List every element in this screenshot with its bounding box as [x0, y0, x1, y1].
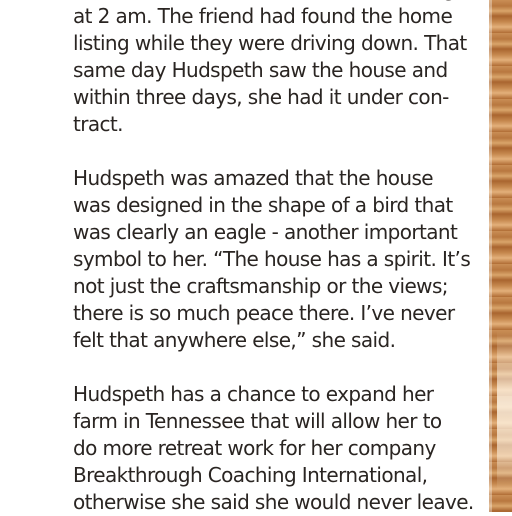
text-line: Hudspeth has a chance to expand her [73, 382, 434, 406]
text-line: do more retreat work for her company [73, 436, 436, 460]
text-line: otherwise she said she would never leave. [73, 490, 474, 514]
paragraph-spacer [73, 138, 465, 165]
paragraph-spacer [73, 354, 465, 381]
paragraph-1 [73, 0, 465, 138]
text-line: listing while they were driving down. That [73, 31, 467, 55]
text-line: Breakthrough Coaching International, [73, 463, 428, 487]
text-line: symbol to her. “The house has a spirit. It’s [73, 247, 471, 271]
text-line: was clearly an eagle - another important [73, 220, 458, 244]
article-body [73, 0, 474, 516]
photo-light-glare [497, 330, 512, 490]
text-line: at 2 am. The friend had found the home [73, 4, 453, 28]
text-line: farm in Tennessee that will allow her to [73, 409, 442, 433]
text-line: felt that anywhere else,” she said. [73, 328, 396, 352]
text-line: Hudspeth was amazed that the house [73, 166, 434, 190]
text-line: there is so much peace there. I’ve never [73, 301, 455, 325]
text-line: was designed in the shape of a bird that [73, 193, 453, 217]
text-line: tract. [73, 112, 123, 136]
paragraph-3 [73, 381, 474, 516]
paragraph-2 [73, 165, 471, 354]
text-line: within three days, she had it under con- [73, 85, 449, 109]
text-line: not just the craftsmanship or the views; [73, 274, 448, 298]
text-line: same day Hudspeth saw the house and [73, 58, 448, 82]
